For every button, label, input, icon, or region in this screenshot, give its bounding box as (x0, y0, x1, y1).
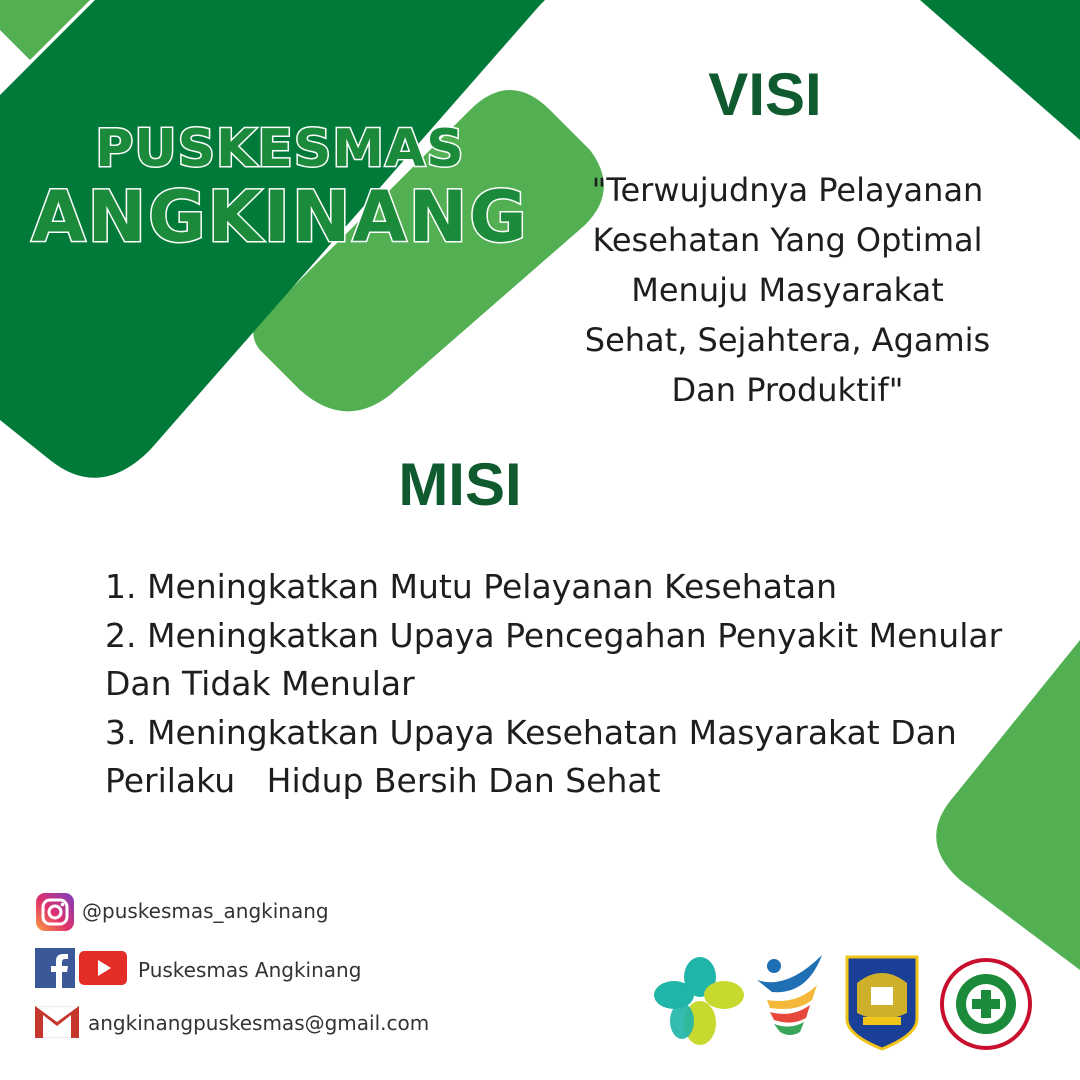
bakti-husada-logo (752, 950, 832, 1045)
misi-heading: MISI (398, 451, 522, 518)
hulu-sungai-selatan-logo (843, 953, 921, 1051)
gmail-icon (35, 1006, 79, 1038)
kemenkes-logo (652, 955, 747, 1050)
visi-text (560, 165, 1015, 415)
facebook-youtube-name[interactable]: Puskesmas Angkinang (138, 958, 362, 982)
misi-line: 2. Meningkatkan Upaya Pencegahan Penyakit Menular (105, 615, 1003, 655)
visi-line: Sehat, Sejahtera, Agamis (584, 321, 991, 359)
title-line1: PUSKESMAS (95, 119, 465, 179)
misi-list (105, 563, 1045, 806)
visi-heading: VISI (708, 61, 822, 128)
visi-line: Menuju Masyarakat (631, 271, 944, 309)
title-line2: ANGKINANG (31, 176, 529, 258)
instagram-icon (35, 892, 75, 932)
dark-green-shape-topright (920, 0, 1080, 140)
email-address[interactable]: angkinangpuskesmas@gmail.com (88, 1011, 430, 1035)
visi-line: "Terwujudnya Pelayanan (591, 171, 984, 209)
misi-line: 3. Meningkatkan Upaya Kesehatan Masyarakat Dan (105, 712, 957, 752)
puskesmas-angkinang-logo (940, 958, 1032, 1050)
misi-line: Perilaku Hidup Bersih Dan Sehat (105, 761, 661, 800)
misi-line: 1. Meningkatkan Mutu Pelayanan Kesehatan (105, 567, 837, 606)
youtube-icon (79, 948, 127, 988)
visi-line: Kesehatan Yang Optimal (592, 221, 983, 259)
misi-line: Dan Tidak Menular (105, 664, 415, 703)
instagram-handle[interactable]: @puskesmas_angkinang (82, 899, 329, 923)
visi-line: Dan Produktif" (671, 371, 904, 409)
facebook-icon (35, 948, 75, 988)
header-title (20, 120, 540, 256)
